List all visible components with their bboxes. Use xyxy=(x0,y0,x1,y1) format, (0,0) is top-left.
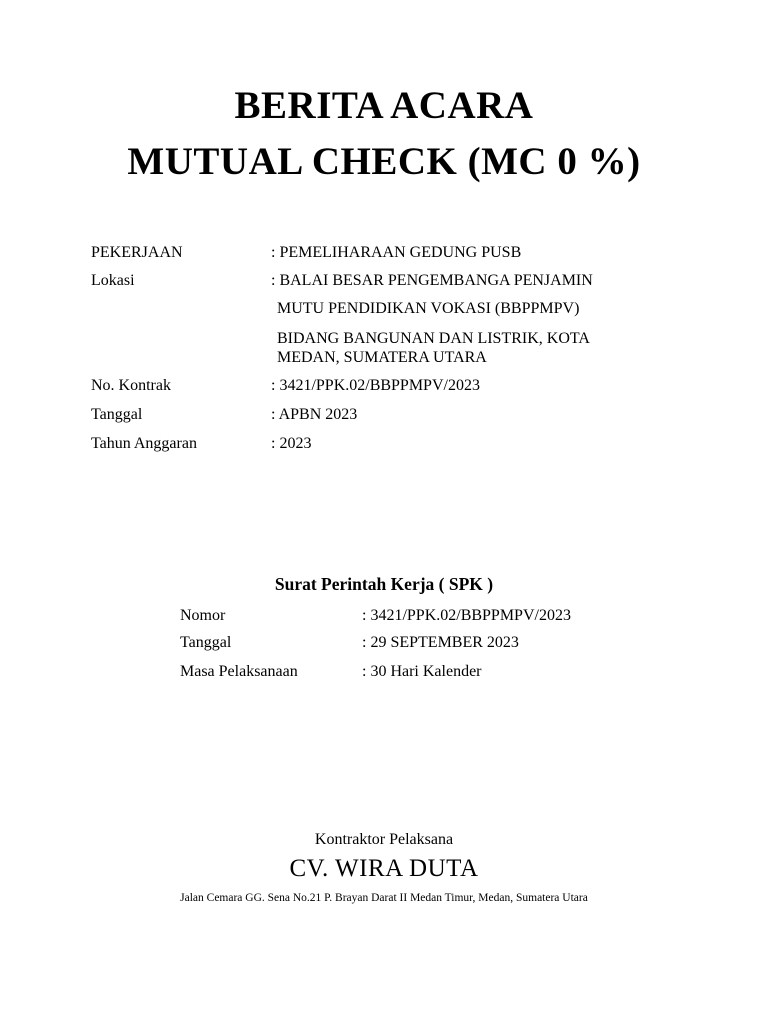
title-line-1: BERITA ACARA xyxy=(234,84,534,127)
spk-masa-label: Masa Pelaksanaan xyxy=(180,663,298,680)
title-line-2: MUTUAL CHECK (MC 0 %) xyxy=(127,140,641,183)
contractor-label: Kontraktor Pelaksana xyxy=(314,831,454,848)
pekerjaan-value: : PEMELIHARAAN GEDUNG PUSB xyxy=(271,244,522,261)
tanggal-value: : APBN 2023 xyxy=(271,406,358,423)
spk-nomor-value: : 3421/PPK.02/BBPPMPV/2023 xyxy=(362,607,571,624)
spk-masa-value: : 30 Hari Kalender xyxy=(362,663,482,680)
contractor-name: CV. WIRA DUTA xyxy=(289,855,479,882)
spk-title: Surat Perintah Kerja ( SPK ) xyxy=(274,574,494,594)
lokasi-value-line-4: MEDAN, SUMATERA UTARA xyxy=(277,349,487,366)
pekerjaan-label: PEKERJAAN xyxy=(91,244,183,261)
tahun-anggaran-label: Tahun Anggaran xyxy=(91,435,197,452)
kontrak-value: : 3421/PPK.02/BBPPMPV/2023 xyxy=(271,377,480,394)
spk-tanggal-value: : 29 SEPTEMBER 2023 xyxy=(362,634,519,651)
contractor-address: Jalan Cemara GG. Sena No.21 P. Brayan Darat II Medan Timur, Medan, Sumatera Utara xyxy=(180,892,588,904)
spk-tanggal-label: Tanggal xyxy=(180,634,232,651)
lokasi-value-line-2: MUTU PENDIDIKAN VOKASI (BBPPMPV) xyxy=(277,300,580,317)
tahun-anggaran-value: : 2023 xyxy=(271,435,312,452)
lokasi-value-line-1: : BALAI BESAR PENGEMBANGA PENJAMIN xyxy=(271,272,593,289)
tanggal-label: Tanggal xyxy=(91,406,143,423)
lokasi-value-line-3: BIDANG BANGUNAN DAN LISTRIK, KOTA xyxy=(277,330,590,347)
spk-nomor-label: Nomor xyxy=(180,607,226,624)
kontrak-label: No. Kontrak xyxy=(91,377,171,394)
lokasi-label: Lokasi xyxy=(91,272,135,289)
